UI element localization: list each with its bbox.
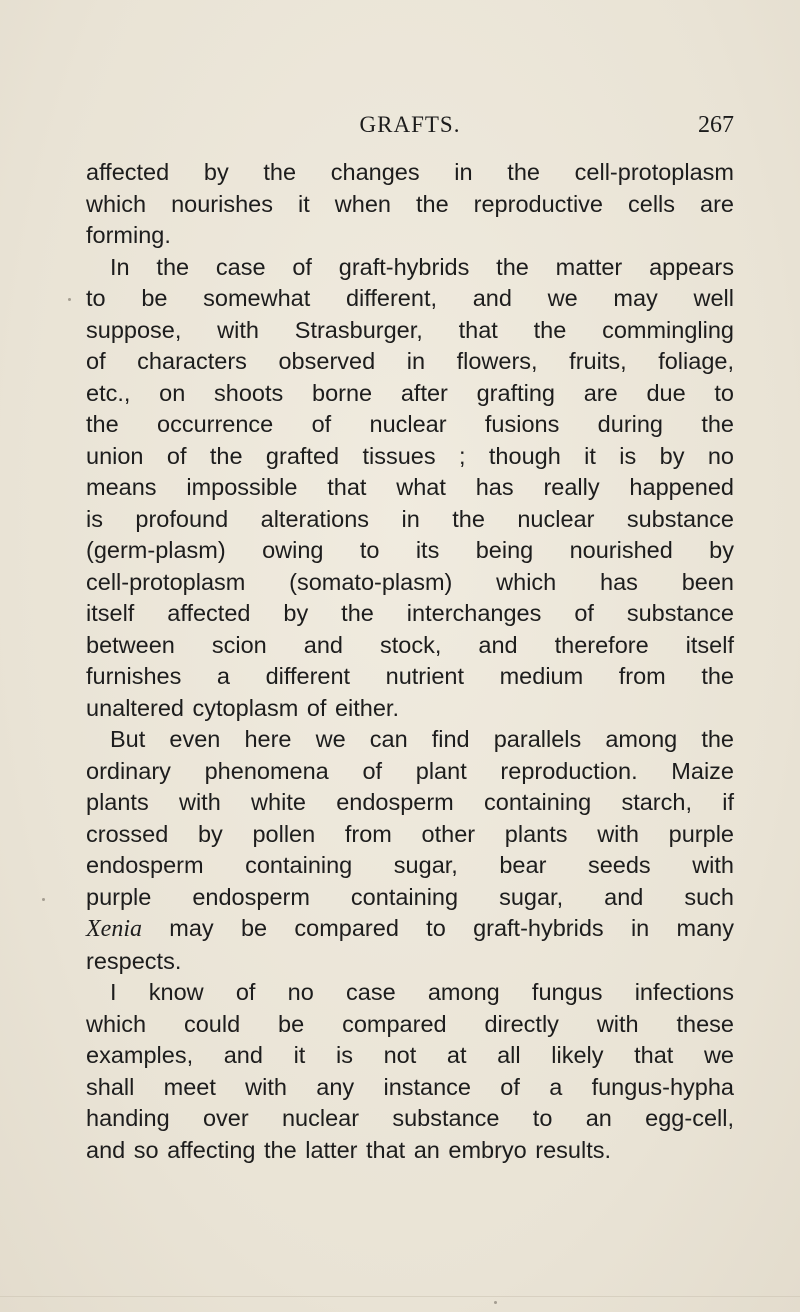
text-line: which could be compared directly with these (86, 1010, 734, 1037)
body-text (86, 157, 734, 1166)
italic-term-xenia: Xenia (86, 916, 142, 942)
text-line: itself affected by the interchanges of substance (86, 600, 734, 626)
text-line: is profound alterations in the nuclear substance (86, 505, 734, 532)
text-line: means impossible that what has really happened (86, 474, 734, 500)
text-line: I know of no case among fungus infections (110, 979, 734, 1005)
text-line: union of the grafted tissues ; though it is by no (86, 442, 734, 469)
text-line: handing over nuclear substance to an egg-cell, (86, 1105, 734, 1131)
text-line: of characters observed in flowers, fruits, foliage, (86, 348, 734, 374)
running-head (86, 112, 734, 146)
text-line: suppose, with Strasburger, that the commingling (86, 316, 734, 343)
running-title: GRAFTS. (359, 112, 461, 137)
text-line-rest: may be compared to graft-hybrids in many (169, 915, 735, 941)
text-line: furnishes a different nutrient medium from the (86, 663, 734, 689)
text-line: respects. (86, 947, 182, 974)
text-line: to be somewhat different, and we may well (86, 285, 734, 311)
text-line: crossed by pollen from other plants with purple (86, 820, 734, 847)
text-line: the occurrence of nuclear fusions during the (86, 411, 734, 437)
paper-speck (494, 1301, 497, 1304)
paper-speck (68, 298, 71, 301)
text-line: (germ-plasm) owing to its being nourished by (86, 537, 734, 563)
page-number: 267 (698, 112, 734, 138)
paper-speck (42, 898, 45, 901)
text-line: examples, and it is not at all likely that we (86, 1042, 734, 1068)
text-line: etc., on shoots borne after grafting are due to (86, 379, 734, 406)
text-line: In the case of graft-hybrids the matter appears (110, 253, 734, 280)
page-bottom-edge (0, 1296, 800, 1297)
text-line: purple endosperm containing sugar, and such (86, 883, 734, 910)
text-line-with-italic (86, 913, 734, 946)
text-line: unaltered cytoplasm of either. (86, 694, 399, 721)
text-line: which nourishes it when the reproductive cells are (86, 190, 734, 217)
text-line: forming. (86, 222, 171, 248)
text-line: between scion and stock, and therefore itself (86, 631, 734, 658)
text-line: affected by the changes in the cell-protoplasm (86, 159, 734, 185)
text-line: endosperm containing sugar, bear seeds with (86, 852, 734, 878)
text-line: shall meet with any instance of a fungus-hypha (86, 1073, 734, 1100)
text-line: cell-protoplasm (somato-plasm) which has been (86, 568, 734, 595)
text-line: and so affecting the latter that an embryo results. (86, 1136, 612, 1163)
text-line: But even here we can find parallels among the (110, 726, 734, 752)
text-line: plants with white endosperm containing starch, if (86, 789, 734, 815)
text-line: ordinary phenomena of plant reproduction. Maize (86, 757, 734, 784)
